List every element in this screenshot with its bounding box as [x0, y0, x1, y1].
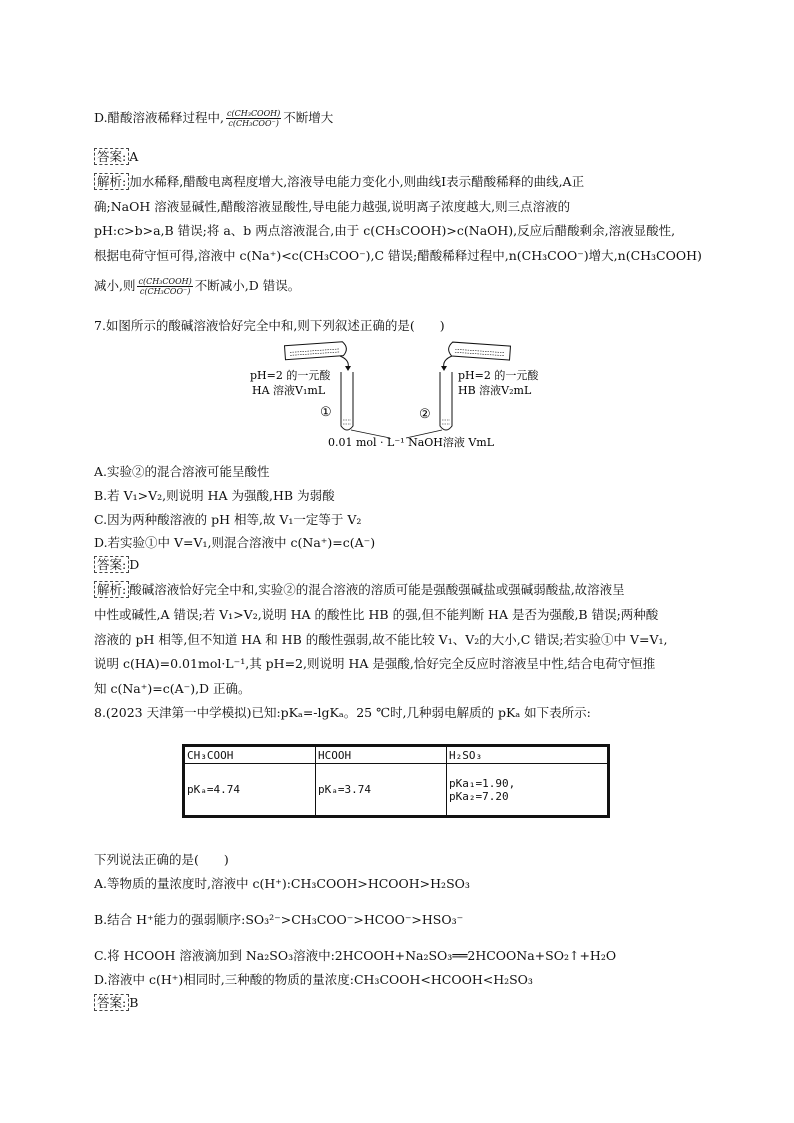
q7-stem: 7.如图所示的酸碱溶液恰好完全中和,则下列叙述正确的是( )	[94, 318, 445, 333]
analysis-tag: 解析:	[94, 581, 129, 598]
q8-option-c: C.将 HCOOH 溶液滴加到 Na₂SO₃溶液中:2HCOOH+Na₂SO₃══2HCOONa+SO₂↑+H₂O	[94, 948, 617, 963]
table-cell: pKₐ=4.74	[184, 764, 316, 817]
table-header-row	[184, 746, 609, 764]
q6-option-d: D.醋酸溶液稀释过程中, $\frac{\text{c(CH₃COOH)}}{\text{c(CH₃COO⁻)}}$ 不断增大	[94, 109, 334, 128]
q8-option-a: A.等物质的量浓度时,溶液中 c(H⁺):CH₃COOH>HCOOH>H₂SO₃	[94, 876, 470, 891]
pka2-value: pKa₂=7.20	[449, 789, 509, 803]
left-acid-label-2: HA 溶液V₁mL	[252, 384, 326, 397]
left-acid-label-1: pH=2 的一元酸	[250, 369, 331, 382]
pka-table	[182, 744, 610, 818]
q7-analysis-line-4: 说明 c(HA)=0.01mol·L⁻¹,其 pH=2,则说明 HA 是强酸,恰好完全反应时溶液呈中性,结合电荷守恒推	[94, 656, 656, 671]
q8-stem: 8.(2023 天津第一中学模拟)已知:pKₐ=-lgKₐ。25 ℃时,几种弱电解质的 pKₐ 如下表所示:	[94, 705, 591, 720]
q8-question: 下列说法正确的是( )	[94, 852, 229, 867]
q6-answer: 答案: A	[94, 148, 138, 165]
q8-answer: 答案: B	[94, 994, 138, 1011]
analysis-tag: 解析:	[94, 173, 129, 190]
table-cell	[447, 764, 609, 817]
q6-analysis-line-1: 解析: 加水稀释,醋酸电离程度增大,溶液导电能力变化小,则曲线Ⅰ表示醋酸稀释的曲线,A正	[94, 172, 584, 190]
table-header-cell: CH₃COOH	[184, 746, 316, 764]
q6-analysis-line-2: 确;NaOH 溶液显碱性,醋酸溶液显酸性,导电能力越强,说明离子浓度越大,则三点溶液的	[94, 199, 571, 214]
pka1-value: pKa₁=1.90,	[449, 776, 516, 790]
naoh-label: 0.01 mol · L⁻¹ NaOH溶液 VmL	[328, 436, 495, 449]
right-pouring-tube-icon	[448, 342, 510, 360]
q7-figure	[240, 338, 560, 450]
table-header-cell: HCOOH	[316, 746, 447, 764]
q7-option-a: A.实验②的混合溶液可能呈酸性	[94, 464, 270, 479]
q6-analysis-line-5: 减小,则 $\frac{\text{c(CH₃COOH)}}{\text{c(CH₃COO⁻)}}$ 不断减小,D 错误。	[94, 277, 301, 296]
table-header-cell: H₂SO₃	[447, 746, 609, 764]
q7-analysis-line-5: 知 c(Na⁺)=c(A⁻),D 正确。	[94, 681, 251, 696]
table-cell: pKₐ=3.74	[316, 764, 447, 817]
test-tube-1-icon	[341, 372, 353, 430]
answer-tag: 答案:	[94, 148, 129, 165]
table-row	[184, 764, 609, 817]
q7-option-d: D.若实验①中 V=V₁,则混合溶液中 c(Na⁺)=c(A⁻)	[94, 535, 376, 550]
q7-answer: 答案: D	[94, 556, 139, 573]
tube-mark-1: ①	[320, 405, 332, 420]
test-tube-2-icon	[440, 372, 452, 430]
tube-mark-2: ②	[419, 407, 431, 422]
q7-analysis-line-1: 解析: 酸碱溶液恰好完全中和,实验②的混合溶液的溶质可能是强酸强碱盐或强碱弱酸盐,故溶液呈	[94, 580, 625, 598]
q6-analysis-fraction: $\frac{\text{c(CH₃COOH)}}{\text{c(CH₃COO⁻)}}$	[138, 277, 192, 296]
q7-analysis-line-2: 中性或碱性,A 错误;若 V₁>V₂,说明 HA 的酸性比 HB 的强,但不能判断 HA 是否为强酸,B 错误;两种酸	[94, 607, 659, 622]
right-acid-label-1: pH=2 的一元酸	[458, 369, 539, 382]
q7-analysis-line-3: 溶液的 pH 相等,但不知道 HA 和 HB 的酸性强弱,故不能比较 V₁、V₂的大小,C 错误;若实验①中 V=V₁,	[94, 632, 668, 647]
q6-analysis-line-4: 根据电荷守恒可得,溶液中 c(Na⁺)<c(CH₃COO⁻),C 错误;醋酸稀释过程中,n(CH₃COO⁻)增大,n(CH₃COOH)	[94, 248, 702, 263]
q6-option-d-fraction: $\frac{\text{c(CH₃COOH)}}{\text{c(CH₃COO⁻)}}$	[227, 109, 281, 128]
left-pouring-tube-icon	[285, 341, 347, 359]
right-acid-label-2: HB 溶液V₂mL	[458, 384, 532, 397]
q7-option-b: B.若 V₁>V₂,则说明 HA 为强酸,HB 为弱酸	[94, 488, 335, 503]
q8-option-d: D.溶液中 c(H⁺)相同时,三种酸的物质的量浓度:CH₃COOH<HCOOH<H₂SO₃	[94, 972, 533, 987]
q8-option-b: B.结合 H⁺能力的强弱顺序:SO₃²⁻>CH₃COO⁻>HCOO⁻>HSO₃⁻	[94, 912, 464, 927]
answer-tag: 答案:	[94, 994, 129, 1011]
q6-analysis-line-3: pH:c>b>a,B 错误;将 a、b 两点溶液混合,由于 c(CH₃COOH)>c(NaOH),反应后醋酸剩余,溶液显酸性,	[94, 223, 676, 238]
answer-tag: 答案:	[94, 556, 129, 573]
q7-option-c: C.因为两种酸溶液的 pH 相等,故 V₁一定等于 V₂	[94, 512, 362, 527]
